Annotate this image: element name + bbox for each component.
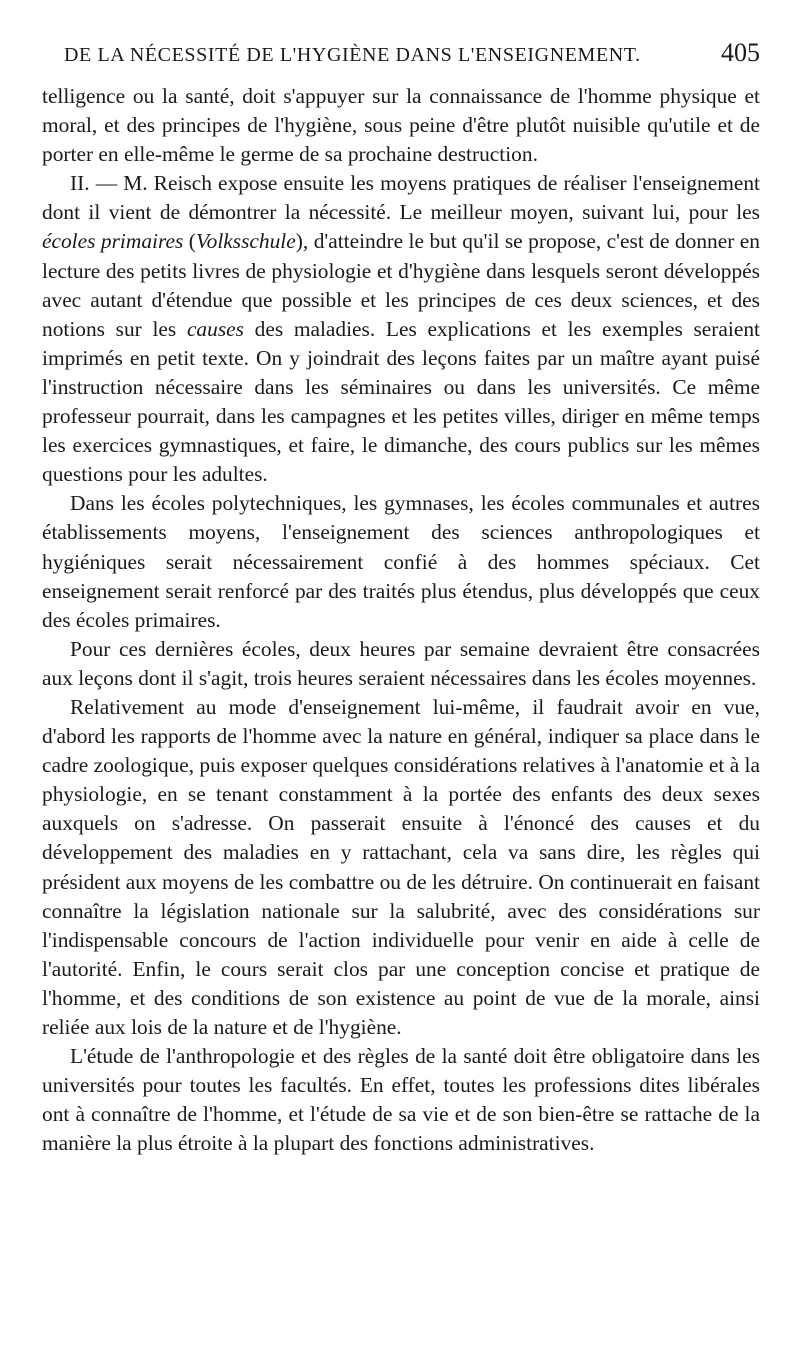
italic-volksschule: Volksschule <box>195 229 296 254</box>
running-header <box>64 38 760 68</box>
body-text <box>42 82 760 1158</box>
paragraph-2-text-b: ), d'atteindre le but qu'il se propose, c'est de donner en lecture des petits livres de physiologie et d'hygiène dans lesquels seront développés avec autant d'étendue que possible et les principes de ces deux sciences, et des notions sur les <box>42 229 760 341</box>
page-number: 405 <box>721 38 760 67</box>
paragraph-1: telligence ou la santé, doit s'appuyer sur la connaissance de l'homme physique et moral, et des principes de l'hygiène, sous peine d'être plutôt nuisible qu'utile et de porter en elle-même le germe de sa prochaine destruction. <box>42 84 760 167</box>
paragraph-3: Dans les écoles polytechniques, les gymnases, les écoles communales et autres établissements moyens, l'enseignement des sciences anthropologiques et hygiéniques serait nécessairement confié à des hommes spéciaux. Cet enseignement serait renforcé par des traités plus étendus, plus développés que ceux des écoles primaires. <box>42 491 760 632</box>
book-page <box>42 38 760 1158</box>
paragraph-5: Relativement au mode d'enseignement lui-même, il faudrait avoir en vue, d'abord les rapports de l'homme avec la nature en général, indiquer sa place dans le cadre zoologique, puis exposer quelques considérations relatives à l'anatomie et à la physiologie, en se tenant constamment à la portée des enfants des deux sexes auxquels on s'adresse. On passerait ensuite à l'énoncé des causes et du développement des maladies en y rattachant, cela va sans dire, les règles qui président aux moyens de les combattre ou de les détruire. On continuerait en faisant connaître la législation nationale sur la salubrité, avec des considérations sur l'indispensable concours de l'action individuelle pour venir en aide à celle de l'autorité. Enfin, le cours serait clos par une conception concise et pratique de l'homme, et des conditions de son existence au point de vue de la morale, ainsi reliée aux lois de la nature et de l'hygiène. <box>42 694 760 1039</box>
italic-ecoles-primaires: écoles primaires <box>42 229 184 254</box>
paragraph-2-text-a: Reisch expose ensuite les moyens pratiques de réaliser l'enseignement dont il vient de démontrer la nécessité. Le meilleur moyen, suivant lui, pour les <box>42 171 760 225</box>
section-number: II. — M. <box>70 171 148 196</box>
running-title: DE LA NÉCESSITÉ DE L'HYGIÈNE DANS L'ENSEIGNEMENT. <box>64 44 641 66</box>
paragraph-2-text-c: des maladies. Les explications et les exemples seraient imprimés en petit texte. On y joindrait des leçons faites par un maître ayant puisé l'instruction nécessaire dans les séminaires ou dans les universités. Ce même professeur pourrait, dans les campagnes et les petites villes, diriger en même temps les exercices gymnastiques, et faire, le dimanche, des cours publics sur les mêmes questions pour les adultes. <box>42 316 760 487</box>
paragraph-4: Pour ces dernières écoles, deux heures par semaine devraient être consacrées aux leçons dont il s'agit, trois heures seraient nécessaires dans les écoles moyennes. <box>42 636 760 690</box>
paren-open: ( <box>183 229 196 254</box>
paragraph-2 <box>42 169 760 489</box>
paragraph-6: L'étude de l'anthropologie et des règles de la santé doit être obligatoire dans les universités pour toutes les facultés. En effet, toutes les professions dites libérales ont à connaître de l'homme, et l'étude de sa vie et de son bien-être se rattache de la manière la plus étroite à la plupart des fonctions administratives. <box>42 1044 760 1156</box>
italic-causes: causes <box>186 316 244 341</box>
